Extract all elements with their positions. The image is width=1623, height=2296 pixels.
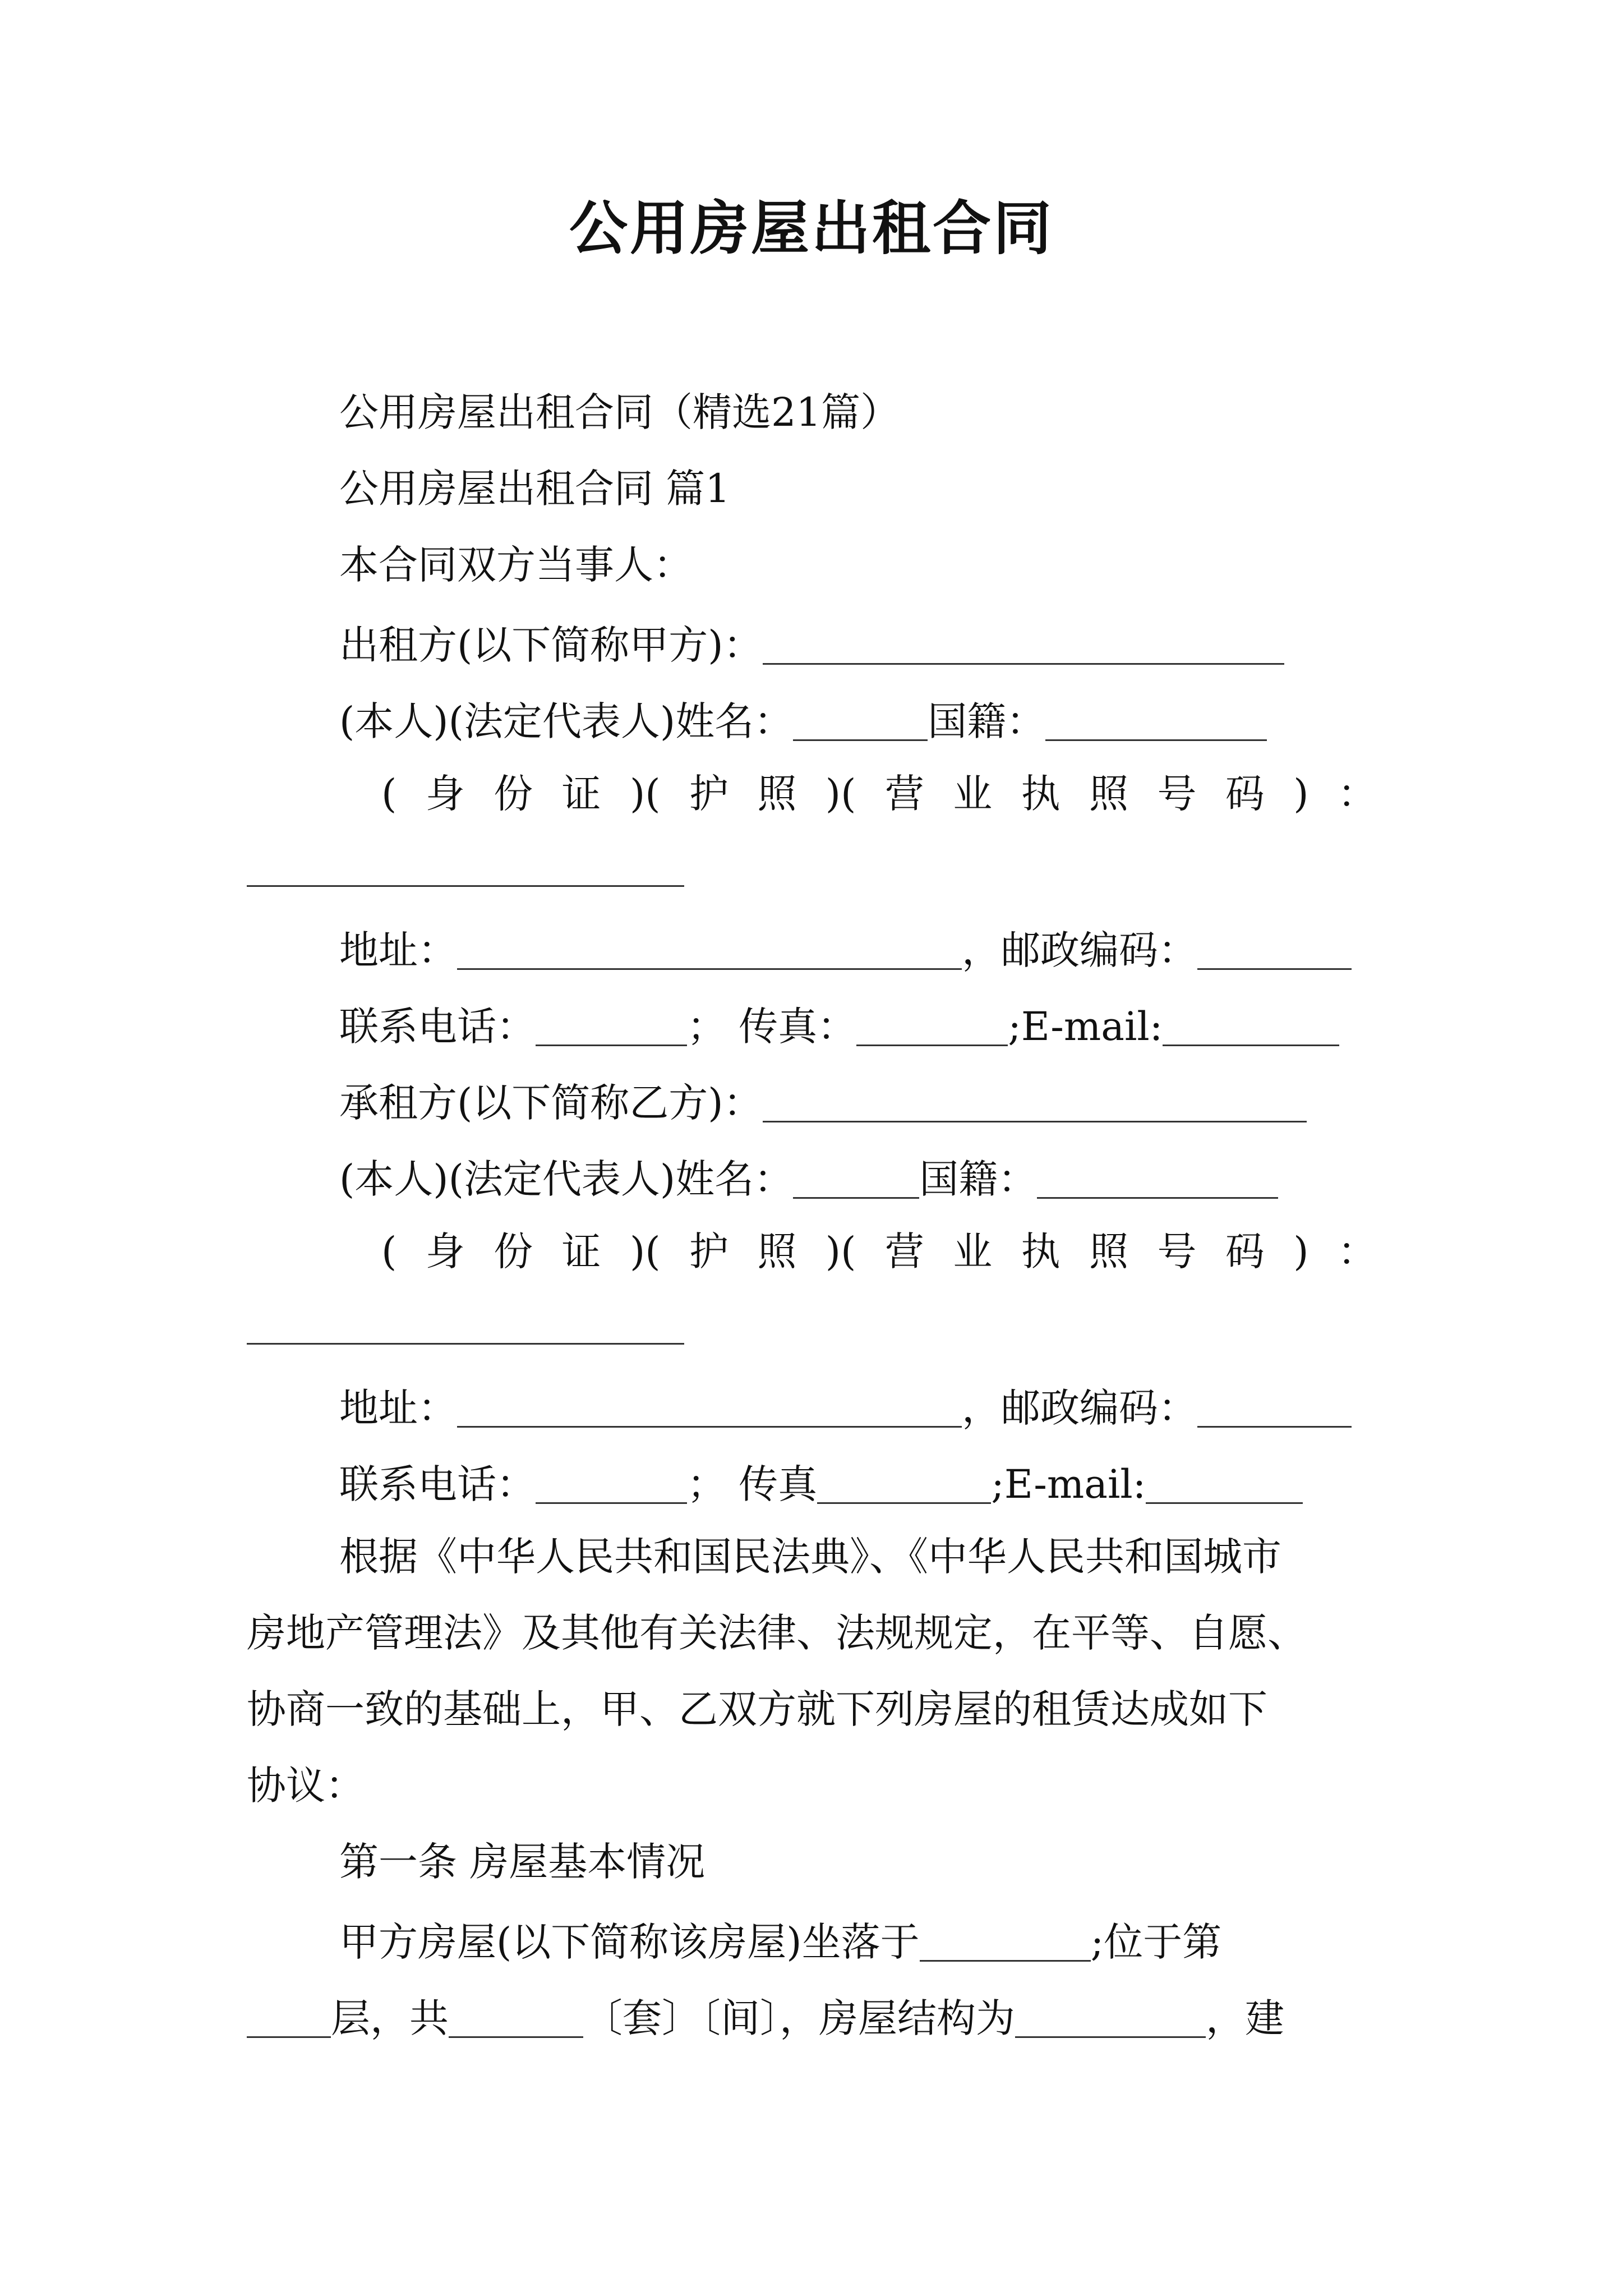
document-title: 公用房屋出租合同 (569, 194, 1054, 263)
lessor-address-blank[interactable] (457, 927, 962, 970)
lessee-name-blank[interactable] (763, 1079, 1307, 1122)
id-char: 照 (757, 1228, 797, 1274)
lessor-email-blank[interactable] (1163, 1003, 1339, 1046)
id-char: 营 (884, 1228, 924, 1274)
id-char: 号 (1157, 771, 1197, 817)
lessor-person-blank[interactable] (793, 698, 928, 741)
lessor-line (339, 622, 1284, 668)
basis-paragraph-line-1: 根据《中华人民共和国民法典》、《中华人民共和国城市 (339, 1534, 1281, 1580)
nationality-label: 国籍： (928, 698, 1046, 744)
article-1-text: ，建 (1206, 1995, 1284, 2041)
lessee-label: 承租方(以下简称乙方)： (339, 1080, 763, 1126)
nationality-label: 国籍： (919, 1156, 1038, 1202)
lessor-postcode-blank[interactable] (1197, 927, 1352, 970)
lessee-contact-line (339, 1461, 1303, 1507)
article-1-line-1 (339, 1918, 1222, 1965)
email-label: ;E-mail: (1008, 1004, 1163, 1050)
lessor-contact-line (339, 1003, 1339, 1050)
id-char: )( (825, 771, 856, 817)
address-label: 地址： (339, 1385, 457, 1431)
name-label: (本人)(法定代表人)姓名： (339, 1156, 794, 1202)
floor-blank[interactable] (247, 1995, 331, 2038)
article-1-heading: 第一条 房屋基本情况 (339, 1839, 706, 1885)
lessor-phone-blank[interactable] (536, 1003, 687, 1046)
name-label: (本人)(法定代表人)姓名： (339, 698, 794, 744)
phone-label: 联系电话： (339, 1461, 536, 1507)
id-char: 号 (1157, 1228, 1197, 1274)
basis-paragraph-line-2: 房地产管理法》及其他有关法律、法规规定，在平等、自愿、 (247, 1610, 1307, 1656)
id-char: 码 (1225, 771, 1265, 817)
lessor-id-blank[interactable] (247, 885, 684, 887)
id-char: 执 (1021, 771, 1061, 817)
lessee-id-blank[interactable] (247, 1343, 684, 1345)
id-char: )( (629, 771, 661, 817)
lessee-id-line (381, 1228, 1377, 1274)
id-char: ) (1293, 771, 1309, 817)
lessee-name-line (339, 1156, 1278, 1202)
document-subtitle: 公用房屋出租合同（精选21篇） (339, 389, 900, 435)
id-char: 护 (689, 771, 728, 817)
article-1-text: 〔套〕〔间〕，房屋结构为 (583, 1995, 1015, 2041)
id-char: 业 (953, 1228, 993, 1274)
article-1-text: 甲方房屋(以下简称该房屋)坐落于 (339, 1919, 920, 1965)
id-char: 护 (689, 1228, 728, 1274)
lessee-person-blank[interactable] (793, 1156, 919, 1199)
parties-intro: 本合同双方当事人： (339, 542, 693, 588)
lessee-phone-blank[interactable] (536, 1461, 687, 1504)
id-char: 身 (425, 771, 465, 817)
semicolon: ； (687, 1461, 726, 1507)
id-char: ( (381, 771, 397, 817)
id-char: ： (1337, 771, 1377, 817)
lessee-fax-blank[interactable] (817, 1461, 991, 1504)
email-label: ;E-mail: (991, 1461, 1146, 1507)
id-char: 执 (1021, 1228, 1061, 1274)
postcode-label: ，邮政编码： (962, 927, 1197, 973)
lessee-address-line (339, 1384, 1352, 1431)
article-1-text: 层，共 (331, 1995, 449, 2041)
lessor-address-line (339, 927, 1352, 973)
id-char: )( (825, 1228, 856, 1274)
basis-paragraph-line-3: 协商一致的基础上，甲、乙双方就下列房屋的租赁达成如下 (247, 1686, 1267, 1732)
id-char: )( (629, 1228, 661, 1274)
lessor-nationality-blank[interactable] (1045, 698, 1267, 741)
lessor-name-blank[interactable] (763, 622, 1284, 665)
id-char: 照 (1089, 771, 1129, 817)
id-char: 证 (561, 771, 601, 817)
location-blank[interactable] (920, 1918, 1091, 1962)
lessee-address-blank[interactable] (457, 1384, 962, 1428)
id-char: 码 (1225, 1228, 1265, 1274)
lessee-nationality-blank[interactable] (1037, 1156, 1278, 1199)
lessor-fax-blank[interactable] (856, 1003, 1008, 1046)
fax-label: 传真 (739, 1461, 818, 1507)
lessor-name-line (339, 698, 1267, 744)
basis-paragraph-line-4: 协议： (247, 1763, 365, 1809)
lessee-line (339, 1079, 1307, 1126)
id-char: ： (1337, 1228, 1377, 1274)
id-char: 照 (757, 771, 797, 817)
id-char: 业 (953, 771, 993, 817)
id-char: ) (1293, 1228, 1309, 1274)
article-1-text: ;位于第 (1090, 1919, 1222, 1965)
semicolon: ； (687, 1004, 726, 1050)
structure-blank[interactable] (1015, 1995, 1206, 2038)
lessee-email-blank[interactable] (1146, 1461, 1303, 1504)
address-label: 地址： (339, 927, 457, 973)
id-char: 营 (884, 771, 924, 817)
lessor-id-line (381, 771, 1377, 817)
id-char: 身 (425, 1228, 465, 1274)
phone-label: 联系电话： (339, 1004, 536, 1050)
lessee-postcode-blank[interactable] (1197, 1384, 1352, 1428)
article-1-line-2 (247, 1995, 1284, 2041)
id-char: ( (381, 1228, 397, 1274)
lessor-label: 出租方(以下简称甲方)： (339, 622, 763, 668)
id-char: 份 (494, 771, 533, 817)
unit-count-blank[interactable] (449, 1995, 583, 2038)
id-char: 份 (494, 1228, 533, 1274)
postcode-label: ，邮政编码： (962, 1385, 1197, 1431)
id-char: 照 (1089, 1228, 1129, 1274)
section-heading: 公用房屋出租合同 篇1 (339, 466, 730, 512)
id-char: 证 (561, 1228, 601, 1274)
fax-label: 传真： (739, 1004, 857, 1050)
